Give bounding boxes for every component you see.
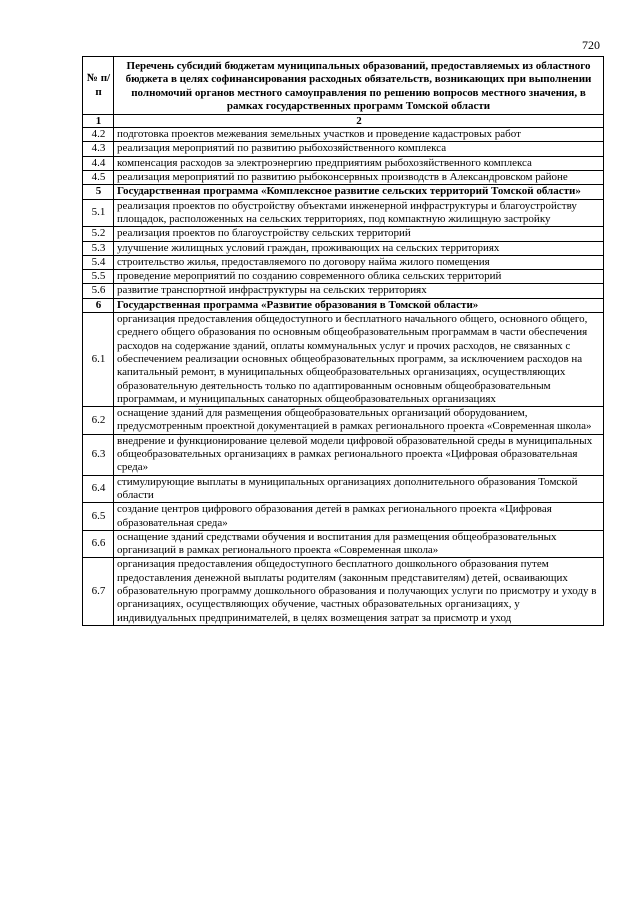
row-number: 4.4 <box>83 156 114 170</box>
table-row <box>83 241 604 255</box>
row-text: внедрение и функционирование целевой модели цифровой образовательной среды в муниципальных общеобразовательных организациях в рамках регионального проекта «Цифровая образовательная среда» <box>114 434 604 475</box>
row-number: 5.3 <box>83 241 114 255</box>
row-number: 6.5 <box>83 503 114 531</box>
row-number: 5.6 <box>83 284 114 298</box>
table-row <box>83 313 604 407</box>
subsidies-table <box>82 56 604 626</box>
table-row <box>83 270 604 284</box>
table-row <box>83 284 604 298</box>
column-index-1: 1 <box>83 115 114 128</box>
table-row <box>83 434 604 475</box>
row-text: компенсация расходов за электроэнергию предприятиям рыбохозяйственного комплекса <box>114 156 604 170</box>
row-text: развитие транспортной инфраструктуры на сельских территориях <box>114 284 604 298</box>
row-text: стимулирующие выплаты в муниципальных организациях дополнительного образования Томской области <box>114 475 604 503</box>
table-row <box>83 475 604 503</box>
row-text: реализация проектов по обустройству объектами инженерной инфраструктуры и благоустройству площадок, расположенных на сельских территориях, под компактную жилищную застройку <box>114 199 604 227</box>
table-row <box>83 142 604 156</box>
table-row <box>83 503 604 531</box>
row-text: реализация проектов по благоустройству сельских территорий <box>114 227 604 241</box>
row-number: 6.7 <box>83 558 114 625</box>
table-row <box>83 255 604 269</box>
row-number: 6.2 <box>83 407 114 435</box>
row-number: 4.3 <box>83 142 114 156</box>
page-number: 720 <box>582 38 600 52</box>
row-number: 6.4 <box>83 475 114 503</box>
table-row <box>83 558 604 625</box>
header-num-label: № п/п <box>83 57 114 115</box>
header-title: Перечень субсидий бюджетам муниципальных образований, предоставляемых из областного бюджета в целях софинансирования расходных обязательств, возникающих при выполнении полномочий органов местного самоуправления по решению вопросов местного значения, в рамках государственных программ Томской области <box>114 57 604 115</box>
row-text: оснащение зданий средствами обучения и воспитания для размещения общеобразовательных организаций в рамках регионального проекта «Современная школа» <box>114 530 604 558</box>
section-title: Государственная программа «Комплексное развитие сельских территорий Томской области» <box>114 185 604 199</box>
row-text: подготовка проектов межевания земельных участков и проведение кадастровых работ <box>114 128 604 142</box>
row-text: организация предоставления общедоступного бесплатного дошкольного образования путем предоставления денежной выплаты родителям (законным представителям) детей, осваивающих образовательную программу дошкольного образования и получающих услуги по присмотру и уходу в организациях, осуществляющих обучение, частных образовательных организациях, у индивидуальных предпринимателей, в целях возмещения затрат за присмотр и уход <box>114 558 604 625</box>
row-number: 6.3 <box>83 434 114 475</box>
row-number: 5 <box>83 185 114 199</box>
row-number: 6.1 <box>83 313 114 407</box>
row-text: реализация мероприятий по развитию рыбохозяйственного комплекса <box>114 142 604 156</box>
row-text: организация предоставления общедоступного и бесплатного начального общего, основного общего, среднего общего образования по основным общеобразовательным программам в части обеспечения расходов на содержание зданий, оплаты коммунальных услуг и прочих расходов, не связанных с обеспечением реализации основных общеобразовательных программ, за исключением расходов на капитальный ремонт, в муниципальных общеобразовательных организациях, осуществляющих образовательную деятельность только по адаптированным основным общеобразовательным программам, и муниципальных санаторных общеобразовательных организациях <box>114 313 604 407</box>
row-number: 5.2 <box>83 227 114 241</box>
table-row <box>83 530 604 558</box>
column-index-row <box>83 115 604 128</box>
row-text: создание центров цифрового образования детей в рамках регионального проекта «Цифровая образовательная среда» <box>114 503 604 531</box>
row-number: 4.5 <box>83 171 114 185</box>
table-row <box>83 199 604 227</box>
row-text: улучшение жилищных условий граждан, проживающих на сельских территориях <box>114 241 604 255</box>
section-row <box>83 298 604 312</box>
table-header-row <box>83 57 604 115</box>
row-number: 5.1 <box>83 199 114 227</box>
row-number: 5.4 <box>83 255 114 269</box>
row-number: 6.6 <box>83 530 114 558</box>
table-row <box>83 156 604 170</box>
column-index-2: 2 <box>114 115 604 128</box>
table-body <box>83 128 604 626</box>
section-row <box>83 185 604 199</box>
section-title: Государственная программа «Развитие образования в Томской области» <box>114 298 604 312</box>
row-number: 4.2 <box>83 128 114 142</box>
table-row <box>83 171 604 185</box>
row-text: строительство жилья, предоставляемого по договору найма жилого помещения <box>114 255 604 269</box>
table-row <box>83 227 604 241</box>
row-number: 6 <box>83 298 114 312</box>
row-number: 5.5 <box>83 270 114 284</box>
row-text: проведение мероприятий по созданию современного облика сельских территорий <box>114 270 604 284</box>
table-row <box>83 407 604 435</box>
table-row <box>83 128 604 142</box>
row-text: реализация мероприятий по развитию рыбоконсервных производств в Александровском районе <box>114 171 604 185</box>
row-text: оснащение зданий для размещения общеобразовательных организаций оборудованием, предусмотренным проектной документацией в рамках регионального проекта «Современная школа» <box>114 407 604 435</box>
